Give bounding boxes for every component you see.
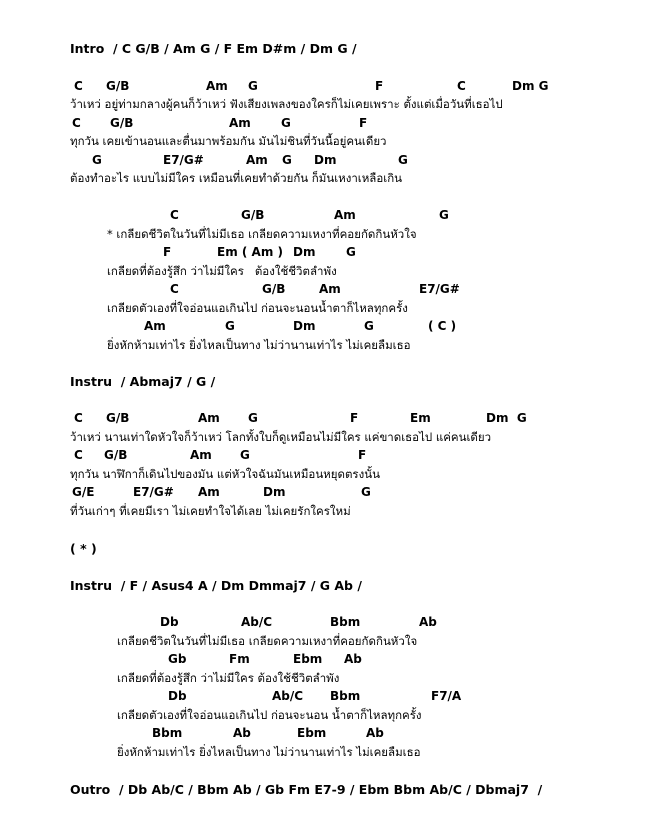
chorus2-chords-4 — [0, 726, 666, 744]
chord: F — [375, 79, 384, 93]
lyric: เกลียดตัวเองที่ใจอ่อนแอเกินไป ก่อนจะนอน น้ำตาก็ไหลทุกครั้ง — [117, 708, 422, 722]
chord: Bbm — [330, 689, 361, 703]
chorus2-chords-2 — [0, 652, 666, 670]
chord: G/B — [262, 282, 286, 296]
intro-progression: Intro / C G/B / Am G / F Em D#m / Dm G / — [70, 41, 357, 56]
chorus-chords-2 — [0, 245, 666, 263]
lyric: ว้าเหว่ อยู่ท่ามกลางผู้คนก็ว้าเหว่ ฟังเสียงเพลงของใครก็ไม่เคยเพราะ ตั้งแต่เมื่อวันที่เธอไป — [70, 97, 503, 111]
lyric: ยิ่งหักห้ามเท่าไร ยิ่งไหลเป็นทาง ไม่ว่านานเท่าไร ไม่เคยลืมเธอ — [117, 745, 421, 759]
lyric: เกลียดชีวิตในวันที่ไม่มีเธอ เกลียดความเหงาที่คอยกัดกินหัวใจ — [117, 634, 418, 648]
chorus2-lyric-4 — [0, 744, 666, 762]
lyric: ทุกวัน เคยเข้านอนและตื่นมาพร้อมกัน มันไม่ชินที่วันนี้อยู่คนเดียว — [70, 134, 387, 148]
chord: Ab — [419, 615, 437, 629]
verse1-lyric-2 — [0, 133, 666, 151]
chord: G — [281, 116, 291, 130]
intro-line — [0, 41, 666, 59]
chorus-lyric-1 — [0, 226, 666, 244]
chorus-chords-4 — [0, 319, 666, 337]
chord: G — [361, 485, 371, 499]
instru1-progression: Instru / Abmaj7 / G / — [70, 374, 216, 389]
chord: Dm — [293, 245, 316, 259]
chord: F7/A — [431, 689, 462, 703]
chord: F — [350, 411, 359, 425]
chord: C — [74, 448, 83, 462]
chord: Am — [319, 282, 341, 296]
chord: Dm G — [512, 79, 549, 93]
chord: Am — [246, 153, 268, 167]
chord: G — [240, 448, 250, 462]
instru2-progression: Instru / F / Asus4 A / Dm Dmmaj7 / G Ab / — [70, 578, 362, 593]
verse1-chords-2 — [0, 116, 666, 134]
chord: G/B — [110, 116, 134, 130]
chord: F — [358, 448, 367, 462]
chord: G — [248, 411, 258, 425]
chord: C — [457, 79, 466, 93]
verse2-lyric-3 — [0, 503, 666, 521]
repeat-marker: ( * ) — [70, 541, 97, 556]
lyric: ยิ่งหักห้ามเท่าไร ยิ่งไหลเป็นทาง ไม่ว่านานเท่าไร ไม่เคยลืมเธอ — [107, 338, 411, 352]
chord: E7/G# — [133, 485, 174, 499]
chord: Em — [410, 411, 431, 425]
chord: Gb — [168, 652, 187, 666]
verse2-lyric-1 — [0, 429, 666, 447]
chord: C — [72, 116, 81, 130]
chord: C — [74, 79, 83, 93]
chord: G — [364, 319, 374, 333]
chord: F — [163, 245, 172, 259]
chord: Ab/C — [241, 615, 273, 629]
verse2-chords-1 — [0, 411, 666, 429]
chord: G — [92, 153, 102, 167]
verse1-chords-1 — [0, 79, 666, 97]
verse1-chords-3 — [0, 153, 666, 171]
lyric: * เกลียดชีวิตในวันที่ไม่มีเธอ เกลียดความเหงาที่คอยกัดกินหัวใจ — [107, 227, 417, 241]
chord: Em ( Am ) — [217, 245, 283, 259]
verse1-lyric-1 — [0, 96, 666, 114]
chorus2-lyric-3 — [0, 707, 666, 725]
chord: Am — [198, 485, 220, 499]
verse2-chords-3 — [0, 485, 666, 503]
chord: Dm — [314, 153, 337, 167]
instru1-line — [0, 374, 666, 392]
chorus-chords-1 — [0, 208, 666, 226]
chord: Am — [206, 79, 228, 93]
chord: Dm — [263, 485, 286, 499]
chord: E7/G# — [419, 282, 460, 296]
chorus2-chords-1 — [0, 615, 666, 633]
chord: F — [359, 116, 368, 130]
chorus-chords-3 — [0, 282, 666, 300]
lyric: ทุกวัน นาฬิกาก็เดินไปของมัน แต่หัวใจฉันมันเหมือนหยุดตรงนั้น — [70, 467, 380, 481]
chord: Am — [229, 116, 251, 130]
chord: G — [398, 153, 408, 167]
lyric: ว้าเหว่ นานเท่าใดหัวใจก็ว้าเหว่ โลกทั้งใบก็ดูเหมือนไม่มีใคร แค่ขาดเธอไป แค่คนเดียว — [70, 430, 492, 444]
chord: C — [170, 282, 179, 296]
chord: Dm — [293, 319, 316, 333]
chorus2-chords-3 — [0, 689, 666, 707]
chord: G — [439, 208, 449, 222]
lyric: ต้องทำอะไร แบบไม่มีใคร เหมือนที่เคยทำด้วยกัน ก็มันเหงาเหลือเกิน — [70, 171, 403, 185]
lyric: เกลียดที่ต้องรู้สึก ว่าไม่มีใคร ต้องใช้ชีวิตลำพัง — [117, 671, 340, 685]
chord: Am — [190, 448, 212, 462]
verse2-lyric-2 — [0, 466, 666, 484]
chord: E7/G# — [163, 153, 204, 167]
chord: C — [170, 208, 179, 222]
chorus-lyric-4 — [0, 337, 666, 355]
chord: Am — [334, 208, 356, 222]
chord: Bbm — [330, 615, 361, 629]
lyric: เกลียดตัวเองที่ใจอ่อนแอเกินไป ก่อนจะนอนน้ำตาก็ไหลทุกครั้ง — [107, 301, 408, 315]
chord: Fm — [229, 652, 250, 666]
chord: Db — [160, 615, 179, 629]
chord: G/B — [241, 208, 265, 222]
outro-progression: Outro / Db Ab/C / Bbm Ab / Gb Fm E7-9 / Ebm Bbm Ab/C / Dbmaj7 / — [70, 782, 543, 797]
chord: Ab — [233, 726, 251, 740]
chord: Ab — [344, 652, 362, 666]
verse2-chords-2 — [0, 448, 666, 466]
chord: G — [225, 319, 235, 333]
chord: C — [74, 411, 83, 425]
verse1-lyric-3 — [0, 170, 666, 188]
chord: G/B — [104, 448, 128, 462]
chord: G/B — [106, 411, 130, 425]
chord: Ab/C — [272, 689, 304, 703]
chord: Dm G — [486, 411, 527, 425]
chord: Ebm — [293, 652, 323, 666]
chorus2-lyric-1 — [0, 633, 666, 651]
chord: G/E — [72, 485, 95, 499]
lyric: เกลียดที่ต้องรู้สึก ว่าไม่มีใคร ต้องใช้ชีวิตลำพัง — [107, 264, 337, 278]
outro-line — [0, 782, 666, 800]
lyric: ที่วันเก่าๆ ที่เคยมีเรา ไม่เคยทำใจได้เลย ไม่เคยรักใครใหม่ — [70, 504, 351, 518]
chord: G — [346, 245, 356, 259]
chord: Am — [144, 319, 166, 333]
repeat-line — [0, 541, 666, 559]
chord: G/B — [106, 79, 130, 93]
chord: Ab — [366, 726, 384, 740]
chord: G — [282, 153, 292, 167]
chorus-lyric-3 — [0, 300, 666, 318]
instru2-line — [0, 578, 666, 596]
chord: Am — [198, 411, 220, 425]
chord: G — [248, 79, 258, 93]
chorus2-lyric-2 — [0, 670, 666, 688]
chord: Ebm — [297, 726, 327, 740]
chord: Bbm — [152, 726, 183, 740]
chord: ( C ) — [428, 319, 457, 333]
chorus-lyric-2 — [0, 263, 666, 281]
chord: Db — [168, 689, 187, 703]
